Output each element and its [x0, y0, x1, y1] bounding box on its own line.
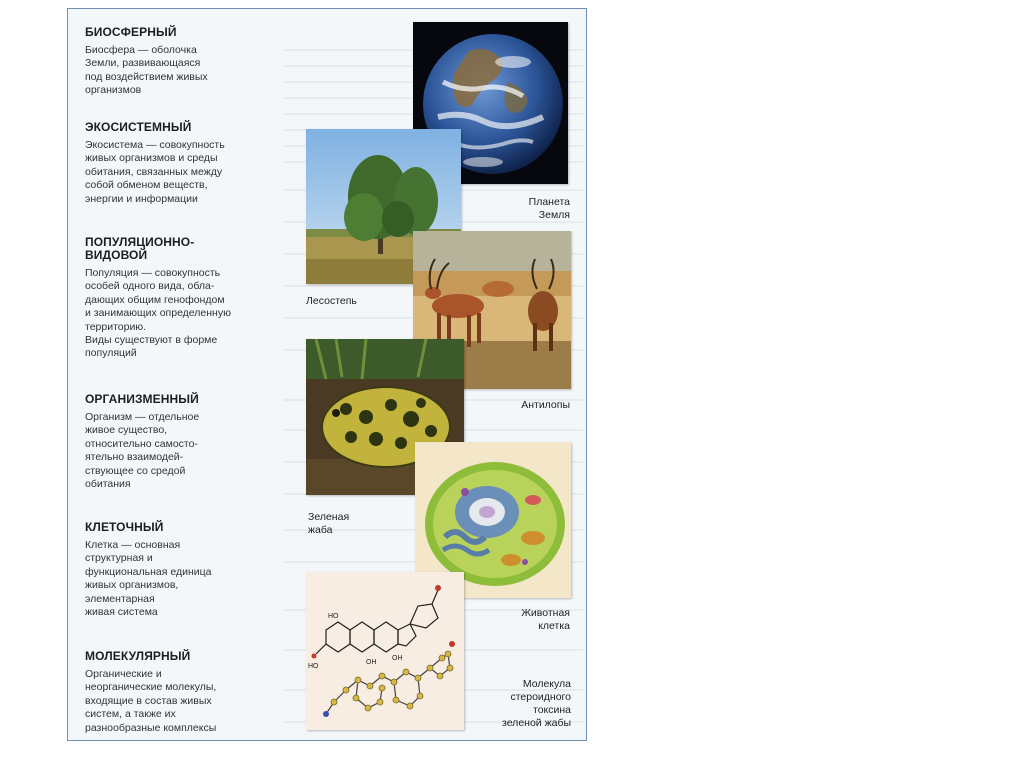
- level-ecosystem: [85, 121, 285, 206]
- level-title: ОРГАНИЗМЕННЫЙ: [85, 392, 199, 406]
- level-cellular: [85, 521, 285, 619]
- caption-frog: Зеленая жаба: [308, 511, 350, 536]
- molecule-label: OH: [366, 659, 377, 666]
- caption-molecule: Молекула стероидного токсина зеленой жабы: [502, 678, 571, 729]
- level-description: Биосфера — оболочка Земли, развивающаяся под воздействием живых организмов: [85, 44, 208, 97]
- level-description: Органические и неорганические молекулы, входящие в состав живых систем, а также их разнообразные комплексы: [85, 668, 217, 734]
- level-population-species: [85, 236, 285, 361]
- level-title: БИОСФЕРНЫЙ: [85, 25, 177, 39]
- textbook-page: [67, 8, 587, 741]
- caption-cell: Животная клетка: [521, 607, 570, 632]
- caption-steppe: Лесостепь: [306, 295, 357, 307]
- caption-antelopes: Антилопы: [521, 399, 570, 411]
- level-title: ПОПУЛЯЦИОННО- ВИДОВОЙ: [85, 235, 195, 262]
- level-molecular: [85, 650, 285, 735]
- level-description: Экосистема — совокупность живых организмов и среды обитания, связанных между собой обменом веществ, энергии и информации: [85, 139, 225, 205]
- level-description: Клетка — основная структурная и функциональная единица живых организмов, элементарная живая система: [85, 539, 212, 619]
- level-biosphere: [85, 26, 285, 98]
- caption-earth: Планета Земля: [528, 196, 570, 221]
- level-title: КЛЕТОЧНЫЙ: [85, 520, 164, 534]
- molecule-label: HO: [308, 663, 319, 670]
- level-title: МОЛЕКУЛЯРНЫЙ: [85, 649, 191, 663]
- level-organism: [85, 393, 285, 491]
- level-title: ЭКОСИСТЕМНЫЙ: [85, 120, 192, 134]
- molecule-label: HO: [328, 613, 339, 620]
- molecule-diagram: [306, 572, 464, 730]
- molecule-label: OH: [392, 655, 403, 662]
- level-description: Организм — отдельное живое существо, относительно самосто- ятельно взаимодей- ствующее со средой обитания: [85, 411, 200, 491]
- level-description: Популяция — совокупность особей одного вида, обла- дающих общим генофондом и занимающих определенную территорию. Виды существуют в форме популяций: [85, 267, 231, 360]
